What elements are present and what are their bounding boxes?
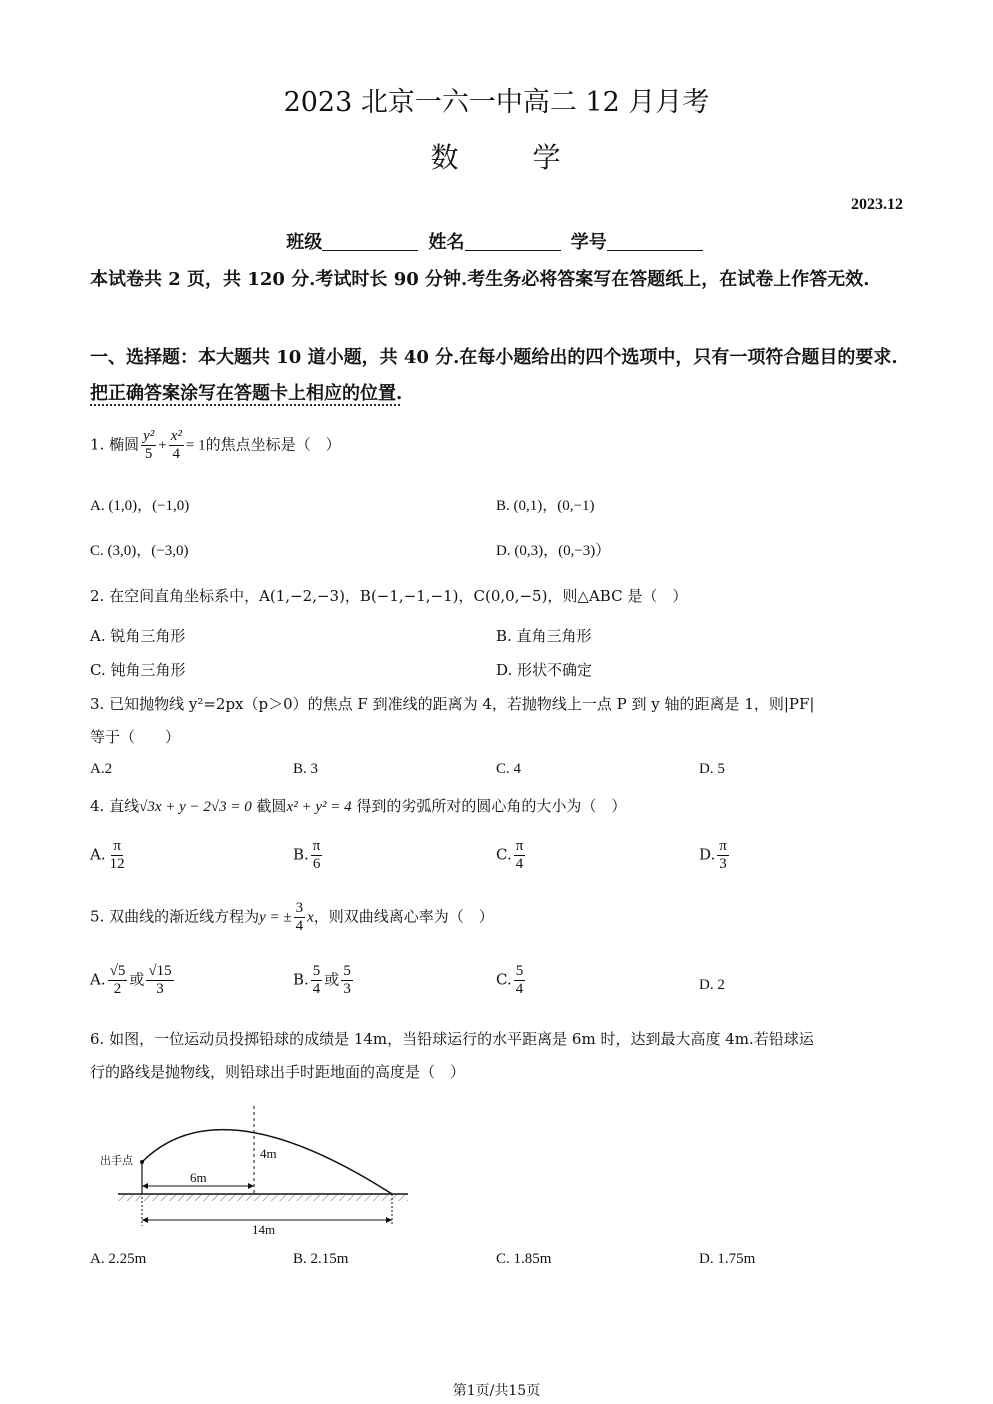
- q5-option-a[interactable]: [90, 963, 176, 998]
- q3-option-c[interactable]: C. 4: [496, 761, 522, 777]
- q3-option-a[interactable]: A.2: [90, 761, 113, 777]
- q4-mid: 截圆: [256, 797, 287, 815]
- subject-title: [0, 136, 993, 176]
- q4-a-den: 12: [109, 856, 125, 872]
- q1-option-d[interactable]: D. (0,3)，(0,−3)）: [496, 543, 611, 559]
- q5-eq-x: x: [307, 909, 314, 926]
- id-blank[interactable]: [607, 232, 703, 251]
- question-3-line-1: 3. 已知抛物线 y²=2px（p＞0）的焦点 F 到准线的距离为 4，若抛物线上一点 P 到 y 轴的距离是 1，则|PF|: [90, 695, 815, 713]
- q5-b-f1-num: 5: [312, 963, 321, 979]
- q5-a-label: A.: [90, 970, 106, 989]
- q4-option-b-label: B.: [293, 845, 309, 864]
- q4-d-num: π: [719, 838, 727, 854]
- subject-char-1: 数: [430, 141, 461, 174]
- q5-a-f1-num: √5: [109, 963, 126, 979]
- q4-option-d[interactable]: [699, 838, 731, 873]
- q4-option-a[interactable]: [90, 838, 129, 873]
- q1-option-b[interactable]: B. (0,1)，(0,−1): [496, 498, 595, 514]
- question-2: 2. 在空间直角坐标系中，A(1,−2,−3)，B(−1,−1,−1)，C(0,0,−5)，则△ABC 是（ ）: [90, 587, 688, 605]
- page-footer: 第1页/共15页: [452, 1383, 541, 1399]
- total-label: 14m: [252, 1222, 276, 1236]
- q5-b-label: B.: [293, 970, 309, 989]
- q5-b-or: 或: [324, 970, 340, 989]
- q5-a-or: 或: [129, 970, 145, 989]
- name-label: 姓名: [428, 232, 465, 253]
- subject-char-2: 学: [532, 141, 563, 174]
- q1-frac-x: $\frac{\text{x²}}{4}$: [170, 428, 182, 462]
- exam-date: 2023.12: [851, 196, 903, 213]
- q4-prefix: 4. 直线: [90, 797, 140, 815]
- q4-circle-equation: x² + y² = 4: [286, 799, 352, 815]
- q5-option-d[interactable]: D. 2: [699, 977, 725, 993]
- shot-put-figure: [96, 1096, 416, 1236]
- q5-prefix: 5. 双曲线的渐近线方程为: [90, 907, 260, 926]
- q6-option-a[interactable]: A. 2.25m: [90, 1251, 147, 1267]
- release-point-label: 出手点: [100, 1154, 133, 1167]
- six-meter-arrowhead-right: [248, 1183, 254, 1189]
- q5-eq: y = ±: [259, 909, 292, 926]
- q6-option-c[interactable]: C. 1.85m: [496, 1251, 552, 1267]
- exam-title: 2023 北京一六一中高二 12 月月考: [283, 87, 710, 118]
- q5-eq-num: 3: [295, 900, 304, 916]
- q4-option-d-label: D.: [699, 845, 716, 864]
- class-blank[interactable]: [322, 232, 418, 251]
- q2-option-d[interactable]: D. 形状不确定: [496, 661, 593, 679]
- question-3-line-2: 等于（ ）: [90, 728, 181, 746]
- q4-line-equation: √3x + y − 2√3 = 0: [139, 799, 252, 815]
- ground-hatch: [118, 1195, 408, 1201]
- q5-a-f1-den: 2: [113, 981, 122, 997]
- name-blank[interactable]: [465, 232, 561, 251]
- exam-instructions: 本试卷共 2 页，共 120 分.考试时长 90 分钟.考生务必将答案写在答题纸上，在试卷上作答无效.: [90, 269, 870, 290]
- question-5: [90, 900, 494, 935]
- q4-c-den: 4: [515, 856, 524, 872]
- q4-option-c-label: C.: [496, 845, 512, 864]
- question-4: [90, 795, 626, 816]
- q2-option-b[interactable]: B. 直角三角形: [496, 627, 592, 645]
- q4-a-num: π: [113, 838, 121, 854]
- q5-eq-den: 4: [295, 918, 304, 934]
- q5-b-f2-den: 3: [343, 981, 351, 997]
- six-meter-arrowhead-left: [142, 1183, 148, 1189]
- q1-prefix: 1. 椭圆: [90, 435, 140, 454]
- q4-suffix: 得到的劣弧所对的圆心角的大小为（ ）: [356, 797, 627, 815]
- q5-suffix: ，则双曲线离心率为（ ）: [313, 907, 494, 926]
- q5-option-b[interactable]: [293, 963, 355, 998]
- q1-option-a[interactable]: A. (1,0)，(−1,0): [90, 498, 190, 514]
- section-1-heading-dotted: 把正确答案涂写在答题卡上相应的位置.: [90, 383, 403, 404]
- fourteen-meter-arrowhead-left: [142, 1217, 148, 1223]
- section-1-heading-text: 一、选择题：本大题共 10 道小题，共 40 分.在每小题给出的四个选项中，只有一项符合题目的要求.: [90, 347, 898, 368]
- q3-option-d[interactable]: D. 5: [699, 761, 725, 777]
- q5-b-f1-den: 4: [312, 981, 321, 997]
- q2-option-a[interactable]: A. 锐角三角形: [90, 627, 186, 645]
- q6-option-b[interactable]: B. 2.15m: [293, 1251, 349, 1267]
- q5-a-f2-den: 3: [156, 981, 164, 997]
- q1-suffix: 的焦点坐标是（ ）: [205, 435, 341, 454]
- q5-option-c[interactable]: [496, 963, 527, 998]
- q4-option-c[interactable]: [496, 838, 527, 873]
- question-6-line-1: 6. 如图，一位运动员投掷铅球的成绩是 14m，当铅球运行的水平距离是 6m 时，达到最大高度 4m.若铅球运: [90, 1030, 814, 1048]
- student-info-line: [0, 228, 993, 254]
- q4-b-den: 6: [312, 856, 321, 872]
- q5-c-label: C.: [496, 970, 512, 989]
- q4-option-b[interactable]: [293, 838, 324, 873]
- q1-frac-y: $\frac{\text{y²}}{5}$: [143, 428, 155, 462]
- question-6-line-2: 行的路线是抛物线，则铅球出手时距地面的高度是（ ）: [90, 1063, 466, 1081]
- height-label: 4m: [260, 1146, 277, 1161]
- q4-option-a-label: A.: [90, 845, 106, 864]
- question-1: 1. 椭圆 $\frac{\text{y²}}{5}$ + $\frac{\text{x²}}{4}$ = 1的焦点坐标是（ ）: [90, 428, 341, 462]
- class-label: 班级: [286, 232, 323, 253]
- q4-c-num: π: [515, 838, 524, 854]
- q5-b-f2-num: 5: [343, 963, 351, 979]
- horizontal-label: 6m: [190, 1170, 207, 1185]
- fourteen-meter-arrowhead-right: [386, 1217, 392, 1223]
- id-label: 学号: [570, 232, 607, 253]
- q2-option-c[interactable]: C. 钝角三角形: [90, 661, 186, 679]
- trajectory-curve: [142, 1130, 392, 1194]
- q4-b-num: π: [312, 838, 321, 854]
- q4-d-den: 3: [719, 856, 727, 872]
- q5-a-f2-num: √15: [148, 963, 172, 979]
- section-1-heading: [90, 340, 905, 412]
- q6-option-d[interactable]: D. 1.75m: [699, 1251, 756, 1267]
- q3-option-b[interactable]: B. 3: [293, 761, 319, 777]
- q5-c-num: 5: [515, 963, 524, 979]
- q5-c-den: 4: [515, 981, 524, 997]
- q1-option-c[interactable]: C. (3,0)，(−3,0): [90, 543, 189, 559]
